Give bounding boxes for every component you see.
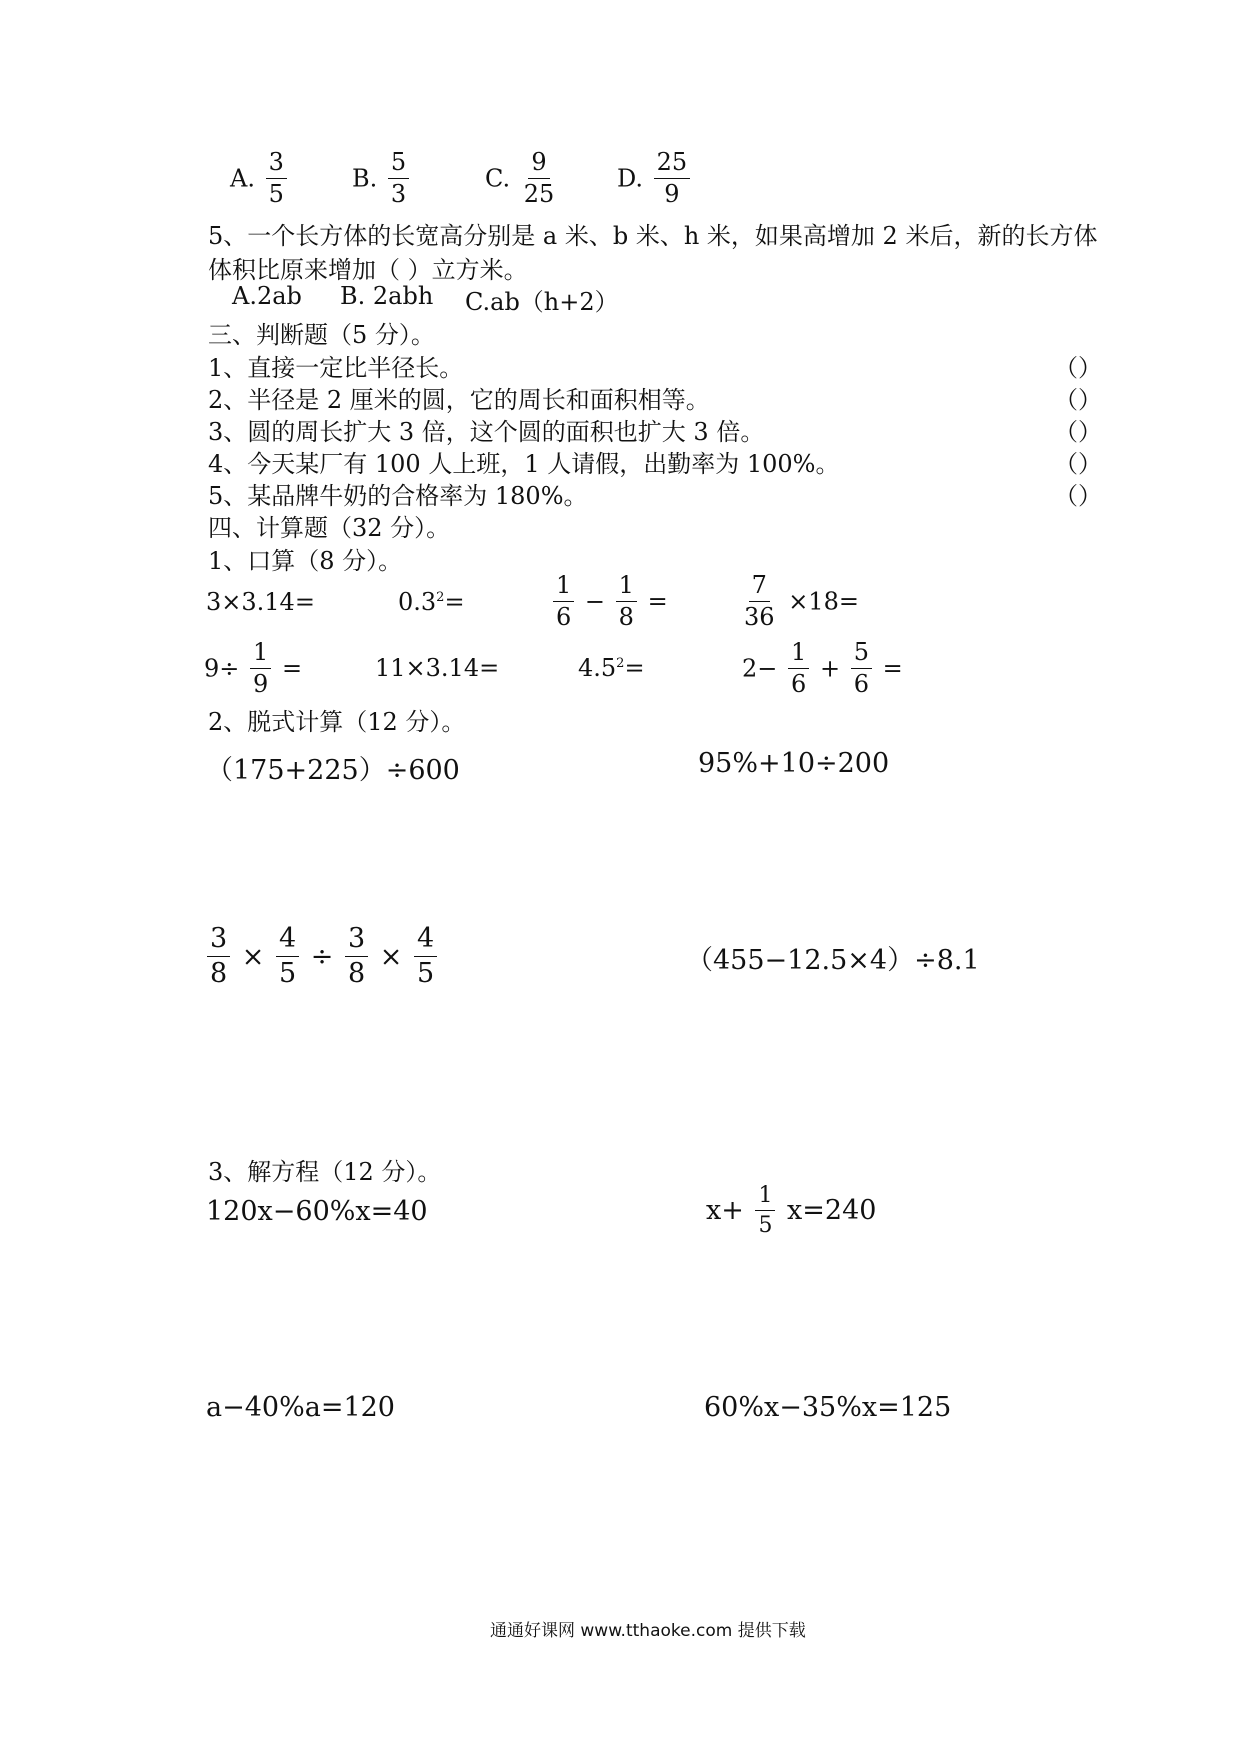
q5-line1: 5、一个长方体的长宽高分别是 a 米、b 米、h 米，如果高增加 2 米后，新的长方体 [208, 222, 1098, 250]
judge-item-1: 1、直接一定比半径长。 [208, 354, 464, 382]
step-expr-3: $\frac{3}{8}$ × $\frac{4}{5}$ ÷ $\frac{3}{8}$ × $\frac{4}{5}$ [204, 925, 440, 989]
fraction: $\frac{5}{3}$ [388, 150, 409, 207]
section3-title: 三、判断题（5 分）。 [208, 321, 435, 349]
oral-expr-4: $\frac{7}{36}$ ×18= [738, 573, 859, 630]
equation-4: 60%x−35%x=125 [704, 1392, 952, 1423]
step-title: 2、脱式计算（12 分）。 [208, 708, 466, 736]
oral-expr-1: 3×3.14= [206, 588, 315, 616]
judge-item-4: 4、今天某厂有 100 人上班，1 人请假，出勤率为 100%。 [208, 450, 840, 478]
answer-parens[interactable]: （ ） [1054, 450, 1102, 478]
step-expr-2: 95%+10÷200 [698, 748, 890, 779]
fraction: $\frac{3}{8}$ [345, 925, 368, 989]
equation-1: 120x−60%x=40 [206, 1196, 428, 1227]
q5-option-b: B. 2abh [340, 282, 434, 310]
equation-2: x+ $\frac{1}{5}$ x=240 [706, 1183, 877, 1239]
oral-title: 1、口算（8 分）。 [208, 547, 403, 575]
fraction: $\frac{1}{6}$ [553, 573, 574, 630]
fraction: $\frac{1}{9}$ [250, 640, 271, 697]
fraction: $\frac{1}{5}$ [755, 1184, 775, 1237]
q4-option-c: C. $\frac{9}{25}$ [485, 150, 560, 207]
q5-option-a: A.2ab [232, 282, 302, 310]
oral-expr-6: 11×3.14= [375, 654, 500, 682]
q4-option-b: B. $\frac{5}{3}$ [352, 150, 412, 207]
answer-parens[interactable]: （ ） [1054, 354, 1102, 382]
equation-3: a−40%a=120 [206, 1392, 395, 1423]
fraction: $\frac{1}{8}$ [616, 573, 637, 630]
judge-item-3: 3、圆的周长扩大 3 倍，这个圆的面积也扩大 3 倍。 [208, 418, 765, 446]
fraction: $\frac{7}{36}$ [744, 571, 775, 632]
fraction: $\frac{4}{5}$ [276, 925, 299, 989]
oral-expr-5: 9÷ $\frac{1}{9}$ = [204, 638, 303, 699]
judge-item-2: 2、半径是 2 厘米的圆，它的周长和面积相等。 [208, 386, 710, 414]
fraction: $\frac{1}{6}$ [788, 640, 809, 697]
answer-parens[interactable]: （ ） [1054, 482, 1102, 510]
judge-item-5: 5、某品牌牛奶的合格率为 180%。 [208, 482, 588, 510]
fraction: $\frac{4}{5}$ [414, 925, 437, 989]
q4-option-d: D. $\frac{25}{9}$ [617, 150, 693, 207]
answer-parens[interactable]: （ ） [1054, 418, 1102, 446]
oral-expr-7: $4.5^2=$ [578, 654, 645, 682]
equations-title: 3、解方程（12 分）。 [208, 1158, 442, 1186]
fraction: $\frac{9}{25}$ [523, 148, 555, 209]
step-expr-1: （175+225）÷600 [206, 755, 460, 786]
q4-option-a: A. $\frac{3}{5}$ [230, 150, 290, 207]
fraction: $\frac{5}{6}$ [851, 640, 872, 697]
oral-expr-8: 2− $\frac{1}{6}$ + $\frac{5}{6}$ = [742, 638, 903, 699]
step-expr-4: （455−12.5×4）÷8.1 [686, 945, 980, 976]
oral-expr-2: $0.3^2=$ [398, 588, 465, 616]
fraction: $\frac{25}{9}$ [654, 150, 691, 207]
fraction: $\frac{3}{8}$ [207, 925, 230, 989]
footer-watermark: 通通好课网 www.tthaoke.com 提供下载 [490, 1621, 806, 1641]
fraction: $\frac{3}{5}$ [266, 150, 287, 207]
q5-option-c: C.ab（h+2） [465, 288, 619, 316]
oral-expr-3: $\frac{1}{6}$ − $\frac{1}{8}$ = [550, 573, 668, 630]
section4-title: 四、计算题（32 分）。 [208, 514, 451, 542]
answer-parens[interactable]: （ ） [1054, 386, 1102, 414]
q5-line2: 体积比原来增加（ ）立方米。 [208, 256, 528, 284]
